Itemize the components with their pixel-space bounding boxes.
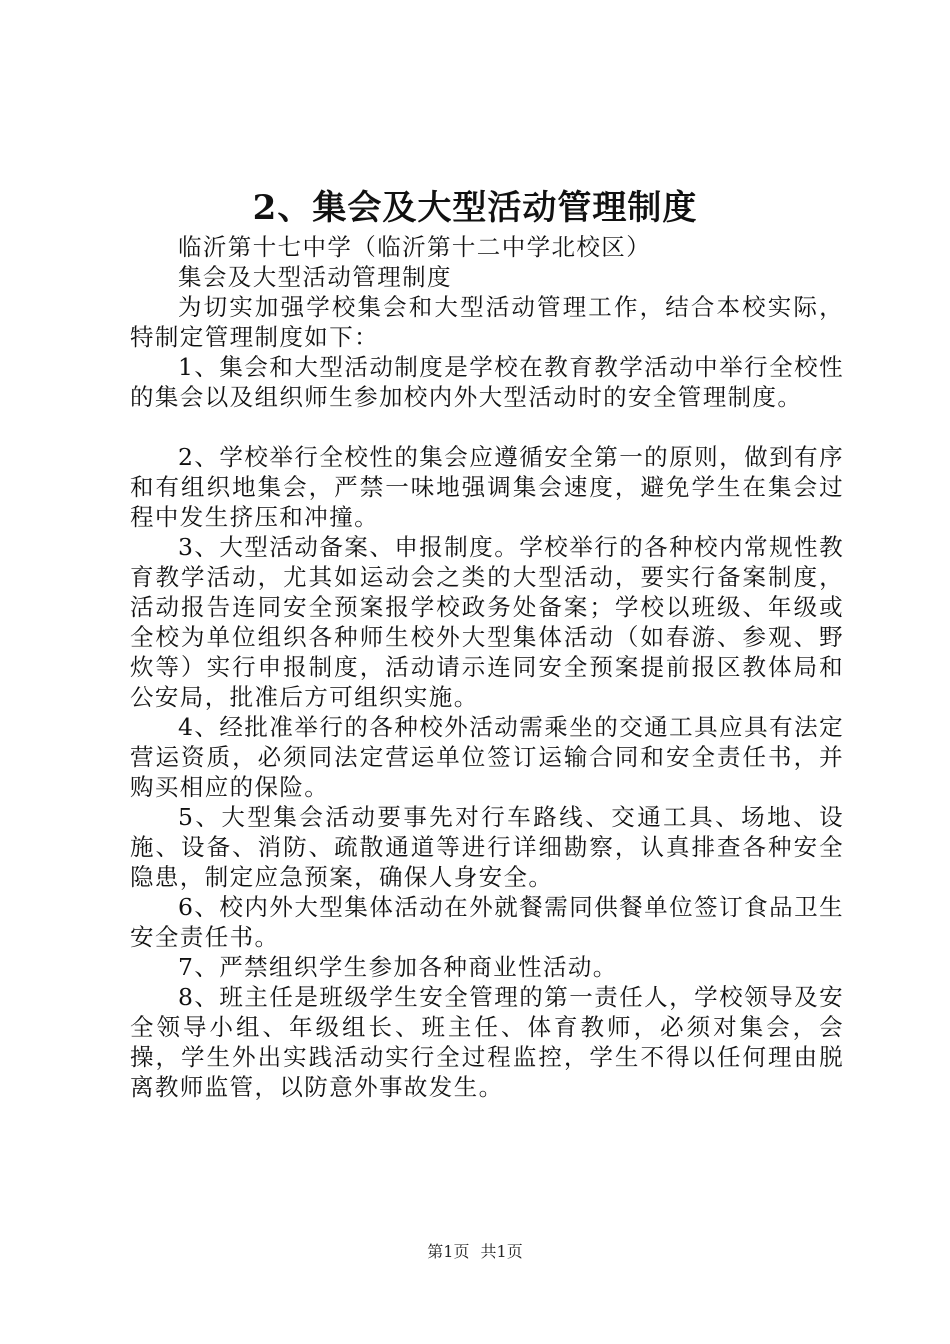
clause-3: 3、大型活动备案、申报制度。学校举行的各种校内常规性教育教学活动，尤其如运动会之类的大型活动，要实行备案制度，活动报告连同安全预案报学校政务处备案；学校以班级、年级或全校为单位组织各种师生校外大型集体活动（如春游、参观、野炊等）实行申报制度，活动请示连同安全预案提前报区教体局和公安局，批准后方可组织实施。	[130, 533, 844, 711]
clause-4: 4、经批准举行的各种校外活动需乘坐的交通工具应具有法定营运资质，必须同法定营运单位签订运输合同和安全责任书，并购买相应的保险。	[130, 713, 844, 801]
clause-7: 7、严禁组织学生参加各种商业性活动。	[178, 953, 618, 981]
clause-1: 1、集会和大型活动制度是学校在教育教学活动中举行全校性的集会以及组织师生参加校内外大型活动时的安全管理制度。	[130, 353, 844, 411]
intro-paragraph: 为切实加强学校集会和大型活动管理工作，结合本校实际，特制定管理制度如下：	[130, 293, 844, 351]
school-name-line: 临沂第十七中学（临沂第十二中学北校区）	[178, 233, 652, 261]
page-number-current: 第1页	[427, 1242, 470, 1261]
page-number-total: 共1页	[480, 1242, 523, 1261]
page-footer	[0, 1240, 950, 1264]
clause-8: 8、班主任是班级学生安全管理的第一责任人，学校领导及安全领导小组、年级组长、班主任、体育教师，必须对集会，会操，学生外出实践活动实行全过程监控，学生不得以任何理由脱离教师监管，以防意外事故发生。	[130, 983, 844, 1101]
clause-5: 5、大型集会活动要事先对行车路线、交通工具、场地、设施、设备、消防、疏散通道等进行详细勘察，认真排查各种安全隐患，制定应急预案，确保人身安全。	[130, 803, 844, 891]
clause-6: 6、校内外大型集体活动在外就餐需同供餐单位签订食品卫生安全责任书。	[130, 893, 844, 951]
subtitle-line: 集会及大型活动管理制度	[178, 263, 452, 291]
document-title: 2、集会及大型活动管理制度	[252, 188, 698, 228]
document-body	[130, 232, 844, 1102]
clause-2: 2、学校举行全校性的集会应遵循安全第一的原则，做到有序和有组织地集会，严禁一味地强调集会速度，避免学生在集会过程中发生挤压和冲撞。	[130, 443, 844, 531]
